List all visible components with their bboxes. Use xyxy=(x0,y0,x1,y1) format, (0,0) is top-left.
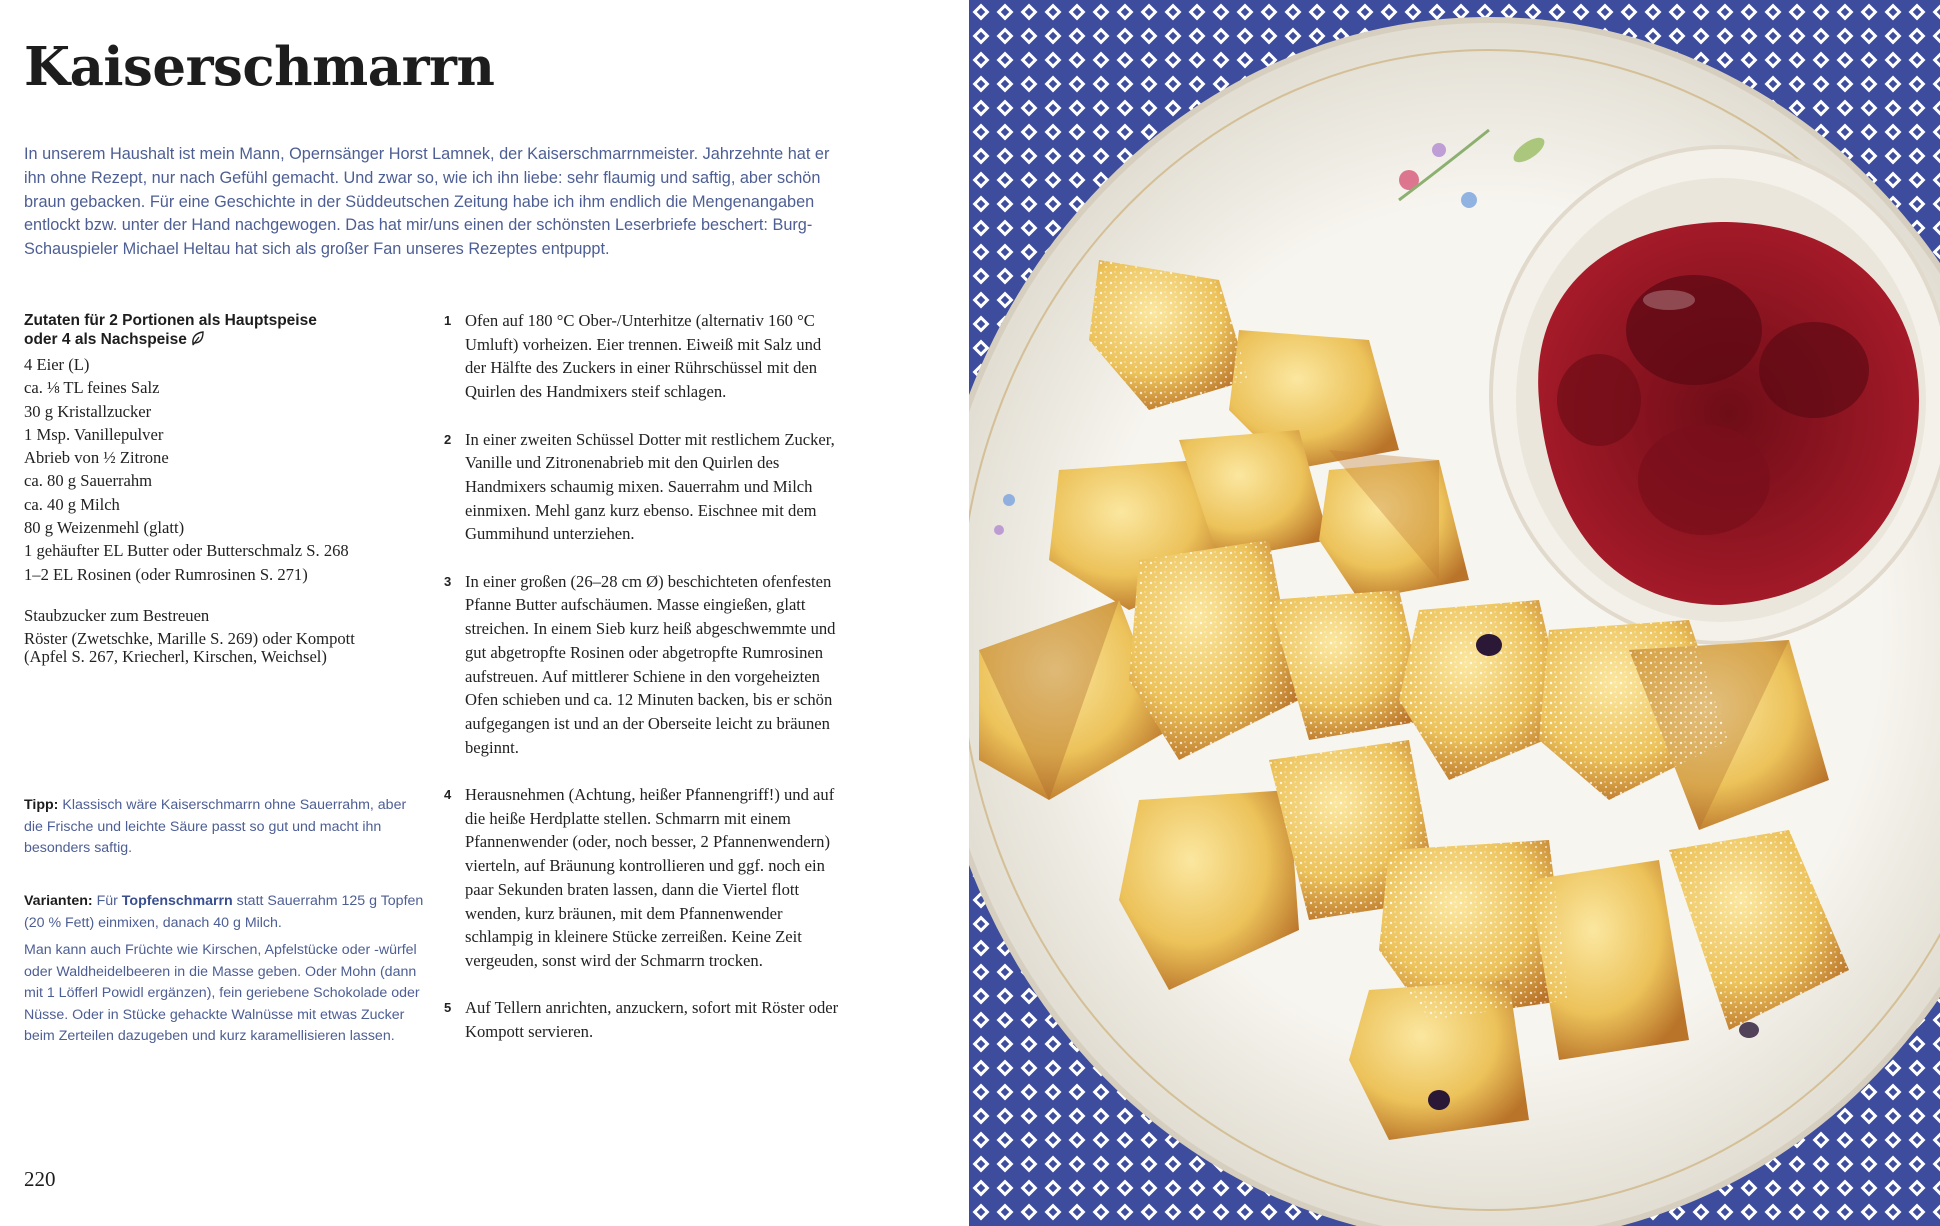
step-number: 5 xyxy=(444,1000,452,1016)
serving-item: Staubzucker zum Bestreuen xyxy=(24,606,210,625)
variants-highlight: Topfenschmarrn xyxy=(121,893,233,909)
tip-note xyxy=(24,795,424,860)
step-item xyxy=(444,783,844,973)
sauce-bowl xyxy=(1491,147,1940,643)
serving-item: Röster (Zwetschke, Marille S. 269) oder Kompott (Apfel S. 267, Kriecherl, Kirschen, Weichsel) xyxy=(24,628,355,666)
step-text: In einer großen (26–28 cm Ø) beschichteten ofenfesten Pfanne Butter aufschäumen. Masse eingießen, glatt streichen. In einem Sieb kurz heiß abgeschwemmte und gut abgetropfte Rosinen oder abgetropfte Rumrosinen aufstreuen. Auf mittlerer Schiene in den vorgeheizten Ofen schieben und ca. 12 Minuten backen, bis er schön aufgegangen ist und an der Oberseite leicht zu bräunen beginnt. xyxy=(465,571,836,757)
ingredients-heading-line2: oder 4 als Nachspeise xyxy=(24,330,187,348)
ingredient-item: 1 gehäufter EL Butter oder Butterschmalz S. 268 xyxy=(24,541,349,561)
ingredient-item: ca. 40 g Milch xyxy=(24,494,120,514)
step-number: 3 xyxy=(444,573,452,589)
step-number: 1 xyxy=(444,313,452,328)
step-item xyxy=(444,996,844,1043)
step-text: Auf Tellern anrichten, anzuckern, sofort mit Röster oder Kompott servieren. xyxy=(465,998,839,1042)
ingredient-item: 1 Msp. Vanillepulver xyxy=(24,424,164,444)
ingredients-list xyxy=(24,353,349,586)
food-photo xyxy=(969,0,1940,1226)
variants-paragraph: Man kann auch Früchte wie Kirschen, Apfelstücke oder -würfel oder Waldheidelbeeren in die Masse geben. Oder Mohn (dann mit 1 Löfferl Powidl ergänzen), fein geriebene Schokolade oder Nüsse. Oder in Stücke gehackte Walnüsse mit etwas Zucker beim Zerteilen dazugeben und kurz karamellisieren lassen. xyxy=(24,942,420,1044)
ingredients-heading xyxy=(24,312,384,351)
ingredient-item: 80 g Weizenmehl (glatt) xyxy=(24,518,185,538)
leaf-icon xyxy=(191,331,205,352)
serving-list xyxy=(24,607,384,671)
step-text: In einer zweiten Schüssel Dotter mit restlichem Zucker, Vanille und Zitronenabrieb mit den Quirlen des Handmixers schaumig mixen. Sauerrahm und Milch einmixen. Mehl ganz kurz ebenso. Eischnee mit dem Gummihund unterziehen. xyxy=(465,429,835,544)
tip-label: Tipp: xyxy=(24,797,59,813)
tip-text: Klassisch wäre Kaiserschmarrn ohne Sauerrahm, aber die Frische und leichte Säure passt so gut und macht ihn besonders saftig. xyxy=(24,797,407,856)
ingredient-item: 30 g Kristallzucker xyxy=(24,401,152,421)
ingredient-item: 1–2 EL Rosinen (oder Rumrosinen S. 271) xyxy=(24,564,308,584)
variants-text-before: Für xyxy=(96,893,118,909)
variants-label: Varianten: xyxy=(24,893,93,909)
recipe-title: Kaiserschmarrn xyxy=(24,36,495,98)
variants-note xyxy=(24,891,424,934)
ingredient-item: 4 Eier (L) xyxy=(24,355,90,374)
recipe-intro: In unserem Haushalt ist mein Mann, Opernsänger Horst Lamnek, der Kaiserschmarrnmeister. Jahrzehnte hat er ihn ohne Rezept, nur nach Gefühl gemacht. Und zwar so, wie ich ihn liebe: sehr flaumig und saftig, aber schön braun gebacken. Für eine Geschichte in der Süddeutschen Zeitung habe ich ihm endlich die Mengenangaben entlockt bzw. unter der Hand nachgewogen. Das hat mir/uns einen der schönsten Leserbriefe beschert: Burg-Schauspieler Michael Heltau hat sich als großer Fan unseres Rezeptes entpuppt. xyxy=(24,145,830,259)
step-item xyxy=(444,570,844,760)
step-text: Herausnehmen (Achtung, heißer Pfannengriff!) und auf die heiße Herdplatte stellen. Schmarrn mit einem Pfannenwender (oder, noch besser, 2 Pfannenwendern) vierteln, auf Bräunung kontrollieren und ggf. noch ein paar Sekunden braten lassen, dann die Viertel flott wenden, kurz bräunen, mit dem Pfannenwender schlampig in kleinere Stücke zerreißen. Keine Zeit vergeuden, sonst wird der Schmarrn trocken. xyxy=(465,785,835,970)
step-item xyxy=(444,309,844,404)
page-number: 220 xyxy=(24,1167,56,1191)
step-text: Ofen auf 180 °C Ober-/Unterhitze (alternativ 160 °C Umluft) vorheizen. Eier trennen. Eiweiß mit Salz und der Hälfte des Zuckers in einer Rührschüssel mit den Quirlen des Handmixers steif schlagen. xyxy=(465,311,822,402)
ingredient-item: ca. 80 g Sauerrahm xyxy=(24,471,153,491)
ingredient-item: Abrieb von ½ Zitrone xyxy=(24,448,169,468)
ingredients-heading-line1: Zutaten für 2 Portionen als Hauptspeise xyxy=(24,312,317,329)
steps-list xyxy=(444,309,844,1067)
step-number: 2 xyxy=(444,431,452,447)
step-number: 4 xyxy=(444,787,452,803)
ingredient-item: ca. ⅛ TL feines Salz xyxy=(24,378,160,398)
variants-text-after: statt Sauerrahm 125 g Topfen (20 % Fett) einmixen, danach 40 g Milch. xyxy=(24,893,424,931)
recipe-page xyxy=(0,0,969,1226)
step-item xyxy=(444,428,844,547)
